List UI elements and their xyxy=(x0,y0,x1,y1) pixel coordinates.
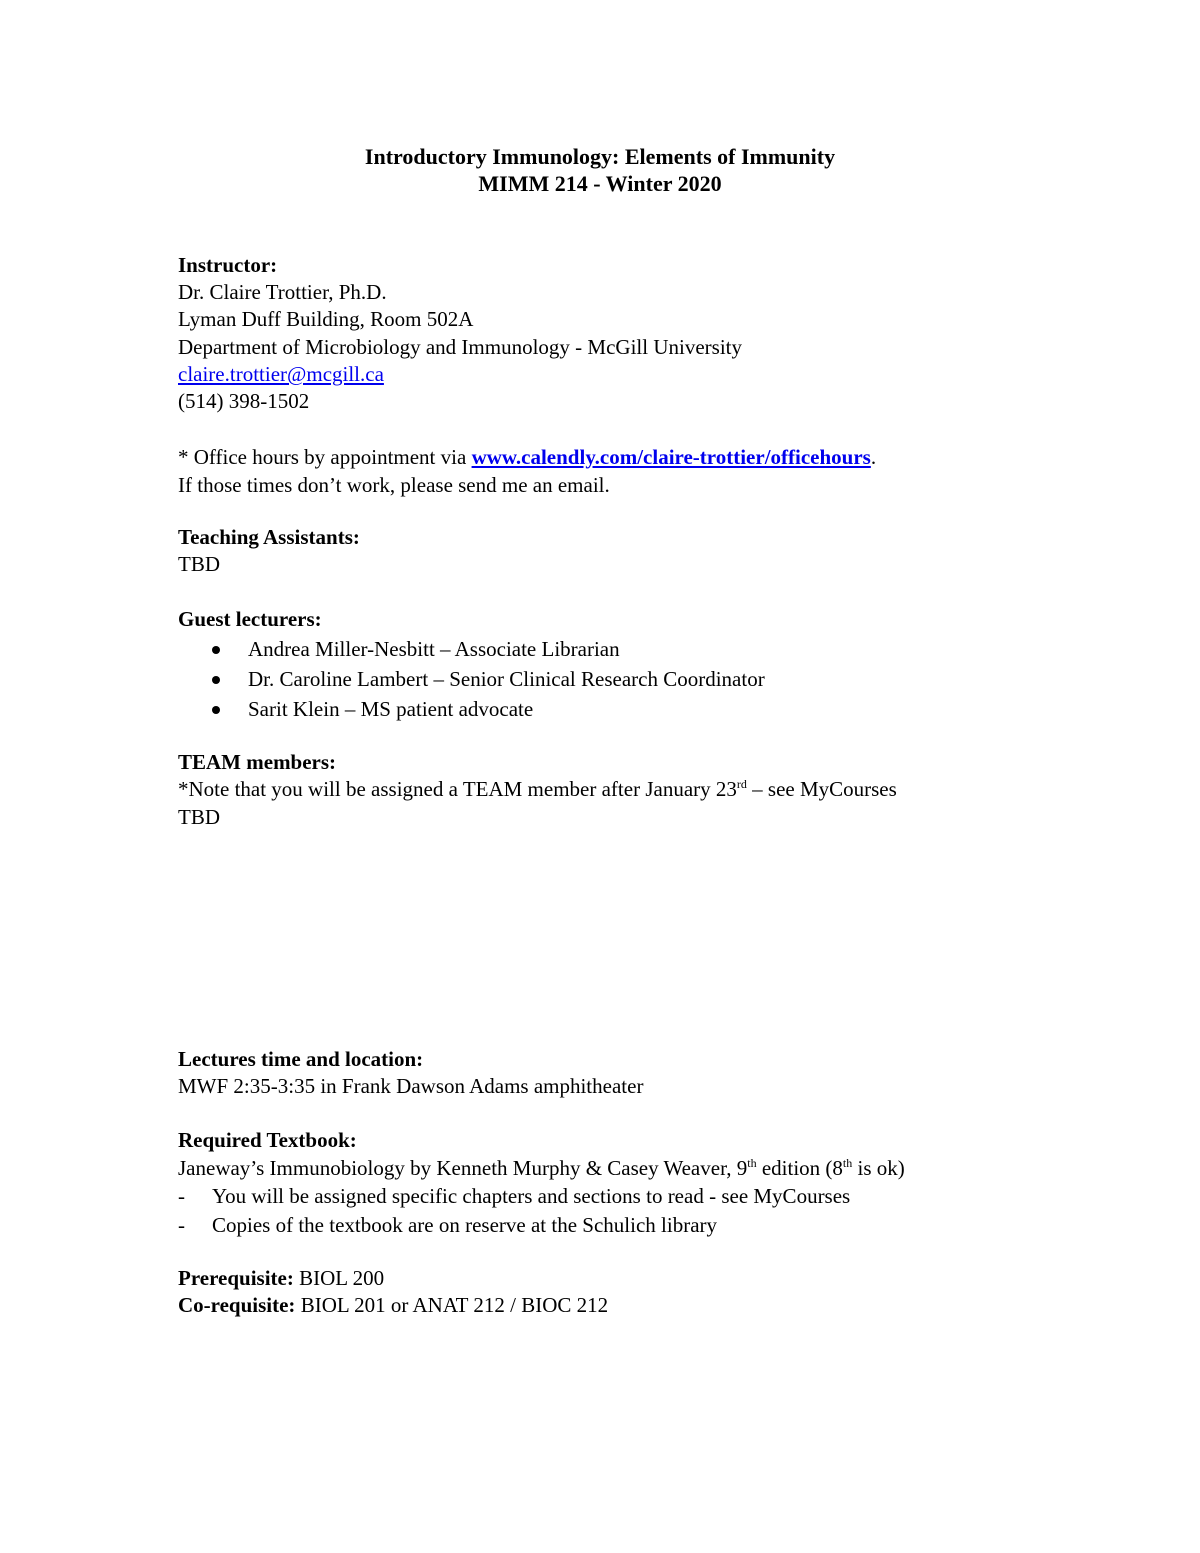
guest-lecturer-1: Andrea Miller-Nesbitt – Associate Librarian xyxy=(248,637,620,661)
guest-lecturer-2: Dr. Caroline Lambert – Senior Clinical Research Coordinator xyxy=(248,667,765,691)
textbook-mid: edition (8 xyxy=(756,1156,843,1180)
lectures-value: MWF 2:35-3:35 in Frank Dawson Adams amphitheater xyxy=(178,1074,644,1098)
office-hours-suffix: . xyxy=(870,445,877,469)
ta-heading: Teaching Assistants: xyxy=(178,525,360,549)
textbook-sup2: th xyxy=(842,1156,853,1170)
instructor-office: Lyman Duff Building, Room 502A xyxy=(178,307,474,331)
dash-marker: - xyxy=(178,1184,185,1208)
corequisite-value: BIOL 201 or ANAT 212 / BIOC 212 xyxy=(295,1293,609,1317)
bullet-icon xyxy=(212,646,220,654)
course-code-term: MIMM 214 - Winter 2020 xyxy=(478,171,722,196)
corequisite-line xyxy=(178,1292,608,1319)
ta-value: TBD xyxy=(178,552,220,576)
textbook-suffix: is ok) xyxy=(852,1156,905,1180)
course-title: Introductory Immunology: Elements of Immunity xyxy=(364,144,836,169)
bullet-icon xyxy=(212,676,220,684)
instructor-email-link[interactable]: claire.trottier@mcgill.ca xyxy=(178,362,384,386)
dash-marker: - xyxy=(178,1213,185,1237)
guest-lecturer-3: Sarit Klein – MS patient advocate xyxy=(248,697,534,721)
textbook-item-2: Copies of the textbook are on reserve at the Schulich library xyxy=(212,1213,718,1237)
bullet-icon xyxy=(212,706,220,714)
email-note: If those times don’t work, please send me an email. xyxy=(178,473,610,497)
instructor-department: Department of Microbiology and Immunology - McGill University xyxy=(178,335,742,359)
team-members-value: TBD xyxy=(178,805,220,829)
textbook-sup1: th xyxy=(747,1156,757,1170)
team-note-sup: rd xyxy=(736,777,747,791)
textbook-item-1: You will be assigned specific chapters and sections to read - see MyCourses xyxy=(212,1184,851,1208)
office-hours-prefix: * Office hours by appointment via xyxy=(178,445,472,469)
guest-lecturers-heading: Guest lecturers: xyxy=(178,607,322,631)
textbook-text: Janeway’s Immunobiology by Kenneth Murphy & Casey Weaver, 9 xyxy=(178,1156,748,1180)
textbook-line xyxy=(178,1155,905,1182)
instructor-email-row xyxy=(178,361,384,388)
office-hours-line xyxy=(178,444,876,471)
prerequisite-line xyxy=(178,1265,384,1292)
prerequisite-value: BIOL 200 xyxy=(293,1266,385,1290)
office-hours-link[interactable]: www.calendly.com/claire-trottier/officehours xyxy=(471,445,871,469)
prerequisite-label: Prerequisite: xyxy=(178,1266,294,1290)
team-note-text: *Note that you will be assigned a TEAM member after January 23 xyxy=(178,777,737,801)
instructor-heading: Instructor: xyxy=(178,253,278,277)
team-members-note xyxy=(178,776,897,803)
team-members-heading: TEAM members: xyxy=(178,750,337,774)
textbook-heading: Required Textbook: xyxy=(178,1128,357,1152)
instructor-name: Dr. Claire Trottier, Ph.D. xyxy=(178,280,387,304)
instructor-phone: (514) 398-1502 xyxy=(178,389,310,413)
corequisite-label: Co-requisite: xyxy=(178,1293,296,1317)
team-note-suffix: – see MyCourses xyxy=(746,777,897,801)
lectures-heading: Lectures time and location: xyxy=(178,1047,424,1071)
